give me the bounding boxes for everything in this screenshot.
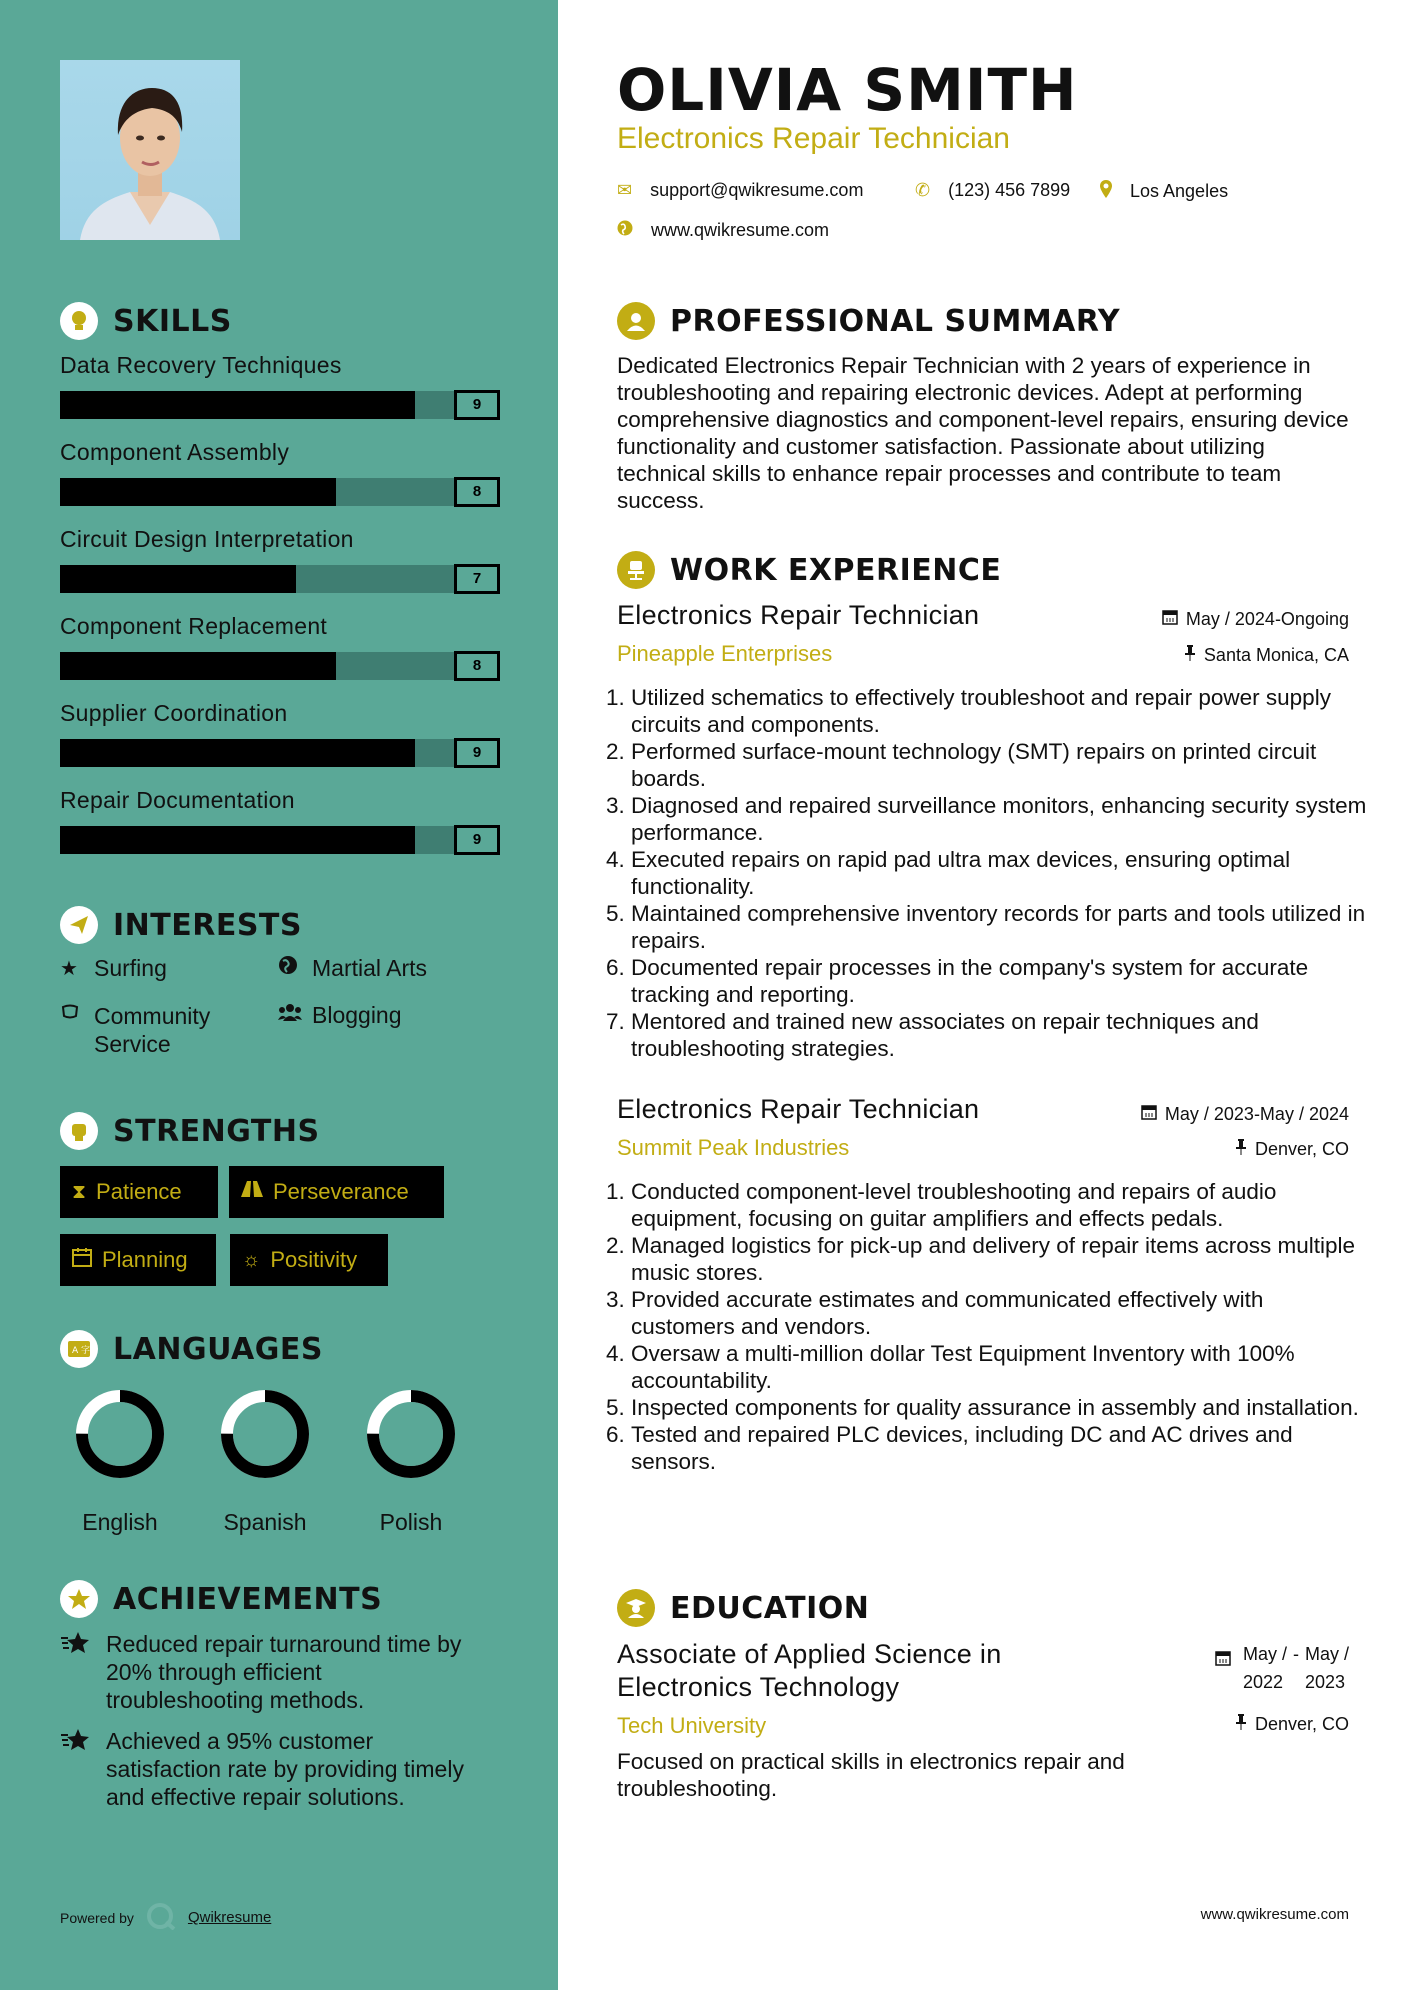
language-ring <box>72 1386 168 1482</box>
job-dates <box>1162 609 1349 630</box>
education-end-month: May / <box>1304 1644 1349 1664</box>
location-text: Los Angeles <box>1130 181 1229 201</box>
strength-label: Positivity <box>270 1247 358 1272</box>
job-location-text: Santa Monica, CA <box>1203 645 1349 665</box>
duty-item: 3. Diagnosed and repaired surveillance monitors, enhancing security system performance. <box>631 792 1371 846</box>
duty-item: 4. Oversaw a multi-million dollar Test Equipment Inventory with 100% accountability. <box>631 1340 1371 1394</box>
skill-item <box>60 700 500 767</box>
duty-item: 6. Tested and repaired PLC devices, including DC and AC drives and sensors. <box>631 1421 1371 1475</box>
skill-item <box>60 613 500 680</box>
skill-level-badge: 9 <box>454 390 500 420</box>
skill-fill <box>60 478 336 506</box>
education-location <box>1235 1714 1349 1735</box>
interest-label: Surfing <box>94 955 167 981</box>
road-icon <box>241 1179 263 1205</box>
powered-by-label: Powered by <box>60 1909 134 1926</box>
footer-website[interactable]: www.qwikresume.com <box>1200 1906 1349 1923</box>
job-title: Electronics Repair Technician <box>617 600 980 630</box>
star-burst-icon <box>60 1727 96 1811</box>
strength-badge <box>60 1234 216 1286</box>
education-title: EDUCATION <box>670 1590 870 1626</box>
interest-label: Martial Arts <box>312 955 428 981</box>
job-dates-text: May / 2023-May / 2024 <box>1164 1104 1349 1124</box>
job-location-text: Denver, CO <box>1254 1139 1349 1159</box>
education-start-month: May / <box>1242 1644 1287 1664</box>
map-pin-icon <box>1100 180 1112 203</box>
job-location <box>1184 645 1349 666</box>
education-heading <box>617 1589 869 1627</box>
interest-item <box>278 955 427 983</box>
skills-heading <box>60 302 232 340</box>
duty-item: 1. Conducted component-level troubleshooting and repairs of audio equipment, focusing on guitar amplifiers and effects pedals. <box>631 1178 1371 1232</box>
skill-level-badge: 7 <box>454 564 500 594</box>
trophy-star-icon <box>60 1580 98 1618</box>
summary-title: PROFESSIONAL SUMMARY <box>670 303 1121 339</box>
strength-label: Perseverance <box>273 1179 409 1204</box>
duty-item: 2. Managed logistics for pick-up and delivery of repair items across multiple music stores. <box>631 1232 1371 1286</box>
website-text: www.qwikresume.com <box>651 220 830 240</box>
job-company: Summit Peak Industries <box>617 1135 850 1160</box>
interests-title: INTERESTS <box>113 907 302 943</box>
chair-icon <box>617 551 655 589</box>
degree-line-1: Associate of Applied Science in <box>617 1639 1002 1669</box>
svg-text:A: A <box>72 1346 79 1356</box>
phone-text: (123) 456 7899 <box>948 180 1071 200</box>
skill-bar <box>60 652 500 680</box>
graduate-icon <box>617 1589 655 1627</box>
summary-heading <box>617 302 1120 340</box>
skill-level-badge: 9 <box>454 825 500 855</box>
calendar-icon <box>1162 609 1178 630</box>
skill-item <box>60 352 500 419</box>
paper-plane-icon <box>60 906 98 944</box>
skill-bar <box>60 478 500 506</box>
duty-item: 5. Maintained comprehensive inventory records for parts and tools utilized in repairs. <box>631 900 1371 954</box>
education-start-year: 2022 <box>1242 1672 1284 1692</box>
skill-bar <box>60 739 500 767</box>
fist-icon <box>60 1112 98 1150</box>
degree-line-2: Electronics Technology <box>617 1672 900 1702</box>
star-burst-icon <box>60 1630 96 1714</box>
skill-level-badge: 8 <box>454 477 500 507</box>
language-label: English <box>82 1509 158 1535</box>
job-duties <box>613 684 1371 1062</box>
envelope-icon: ✉ <box>617 180 633 200</box>
svg-text:字: 字 <box>81 1346 91 1356</box>
interest-item <box>278 1002 402 1030</box>
achievement-text: Achieved a 95% customer satisfaction rate by providing timely and effective repair solutions. <box>106 1728 464 1810</box>
strength-badge <box>230 1234 388 1286</box>
skills-title: SKILLS <box>113 303 232 339</box>
skill-name: Repair Documentation <box>60 787 295 813</box>
language-item <box>215 1386 315 1536</box>
education-location-text: Denver, CO <box>1254 1714 1349 1734</box>
strength-label: Patience <box>96 1179 182 1204</box>
calendar-icon <box>72 1247 92 1273</box>
lightbulb-icon <box>60 302 98 340</box>
duty-item: 5. Inspected components for quality assurance in assembly and installation. <box>631 1394 1371 1421</box>
duty-item: 2. Performed surface-mount technology (SMT) repairs on printed circuit boards. <box>631 738 1371 792</box>
duty-item: 3. Provided accurate estimates and communicated effectively with customers and vendors. <box>631 1286 1371 1340</box>
sun-icon: ☼ <box>242 1248 261 1271</box>
experience-title: WORK EXPERIENCE <box>670 552 1002 588</box>
achievement-item <box>60 1630 480 1714</box>
hand-icon <box>60 1002 84 1030</box>
qwikresume-logo-icon <box>146 1902 176 1933</box>
experience-heading <box>617 551 1001 589</box>
strengths-title: STRENGTHS <box>113 1113 320 1149</box>
language-label: Polish <box>379 1509 443 1535</box>
skill-item <box>60 526 500 593</box>
skill-name: Component Assembly <box>60 439 290 465</box>
interest-label: Blogging <box>312 1002 402 1028</box>
duty-item: 4. Executed repairs on rapid pad ultra max devices, ensuring optimal functionality. <box>631 846 1371 900</box>
date-separator: - <box>1292 1644 1299 1664</box>
user-icon <box>617 302 655 340</box>
strength-badge <box>60 1166 218 1218</box>
candidate-name: OLIVIA SMITH <box>617 56 1078 124</box>
achievements-heading <box>60 1580 382 1618</box>
achievement-text: Reduced repair turnaround time by 20% through efficient troubleshooting methods. <box>106 1631 462 1713</box>
education-end-year: 2023 <box>1304 1672 1346 1692</box>
calendar-icon <box>1215 1650 1231 1671</box>
strength-badge <box>229 1166 444 1218</box>
summary-text: Dedicated Electronics Repair Technician with 2 years of experience in troubleshooting and repairing electronic devices. Adept at performing comprehensive diagnostics and component-level repairs, ensuring device functionality and customer satisfaction. Passionate about utilizing technical skills to enhance repair processes and contribute to team success. <box>617 353 1349 513</box>
interest-label: Community Service <box>94 1003 211 1057</box>
languages-heading <box>60 1330 323 1368</box>
interest-item <box>60 955 167 983</box>
skill-name: Data Recovery Techniques <box>60 352 342 378</box>
achievement-item <box>60 1727 480 1811</box>
interest-item <box>60 1002 260 1058</box>
hourglass-icon: ⧗ <box>72 1180 87 1203</box>
skill-name: Circuit Design Interpretation <box>60 526 354 552</box>
calendar-icon <box>1141 1104 1157 1125</box>
profile-photo <box>60 60 240 240</box>
skill-item <box>60 439 500 506</box>
qwikresume-link[interactable]: Qwikresume <box>187 1909 272 1926</box>
contact-email[interactable] <box>617 180 863 201</box>
duty-item: 1. Utilized schematics to effectively troubleshoot and repair power supply circuits and components. <box>631 684 1371 738</box>
language-item <box>70 1386 170 1536</box>
skill-fill <box>60 739 415 767</box>
star-icon: ★ <box>60 958 78 980</box>
skill-fill <box>60 391 415 419</box>
language-item <box>361 1386 461 1536</box>
school-name: Tech University <box>617 1713 767 1738</box>
pushpin-icon <box>1235 1139 1247 1160</box>
globe-icon <box>617 220 633 241</box>
skill-bar <box>60 565 500 593</box>
degree-title <box>617 1638 1002 1704</box>
education-dates <box>1215 1640 1349 1696</box>
language-ring <box>217 1386 313 1482</box>
skill-fill <box>60 565 296 593</box>
duty-item: 6. Documented repair processes in the company's system for accurate tracking and reporting. <box>631 954 1371 1008</box>
skill-bar <box>60 391 500 419</box>
job-company: Pineapple Enterprises <box>617 641 833 666</box>
skill-fill <box>60 652 336 680</box>
skill-level-badge: 8 <box>454 651 500 681</box>
language-icon <box>60 1330 98 1368</box>
education-text: Focused on practical skills in electronics repair and troubleshooting. <box>617 1749 1125 1801</box>
skill-item <box>60 787 500 854</box>
pushpin-icon <box>1235 1714 1247 1735</box>
language-ring <box>363 1386 459 1482</box>
email-text: support@qwikresume.com <box>650 180 864 200</box>
pushpin-icon <box>1184 645 1196 666</box>
strengths-heading <box>60 1112 320 1150</box>
strength-label: Planning <box>102 1247 188 1272</box>
contact-website[interactable] <box>617 220 829 241</box>
contact-phone[interactable] <box>915 180 1070 201</box>
contact-location <box>1100 180 1228 203</box>
job-dates-text: May / 2024-Ongoing <box>1185 609 1349 629</box>
skill-bar <box>60 826 500 854</box>
achievements-title: ACHIEVEMENTS <box>113 1581 383 1617</box>
skill-name: Component Replacement <box>60 613 328 639</box>
language-label: Spanish <box>223 1509 307 1535</box>
skill-name: Supplier Coordination <box>60 700 288 726</box>
skill-fill <box>60 826 415 854</box>
education-start <box>1243 1640 1287 1696</box>
education-end <box>1305 1640 1349 1696</box>
profile-photo-portrait <box>60 60 240 240</box>
job-title: Electronics Repair Technician <box>617 1094 980 1124</box>
phone-icon: ✆ <box>915 180 931 200</box>
duty-item: 7. Mentored and trained new associates on repair techniques and troubleshooting strategies. <box>631 1008 1371 1062</box>
interests-heading <box>60 906 302 944</box>
powered-by <box>60 1902 271 1933</box>
job-location <box>1235 1139 1349 1160</box>
skill-level-badge: 9 <box>454 738 500 768</box>
languages-title: LANGUAGES <box>113 1331 323 1367</box>
globe-icon <box>278 955 302 983</box>
users-icon <box>278 1002 302 1030</box>
job-duties <box>613 1178 1371 1475</box>
candidate-role: Electronics Repair Technician <box>617 122 1010 155</box>
job-dates <box>1141 1104 1349 1125</box>
